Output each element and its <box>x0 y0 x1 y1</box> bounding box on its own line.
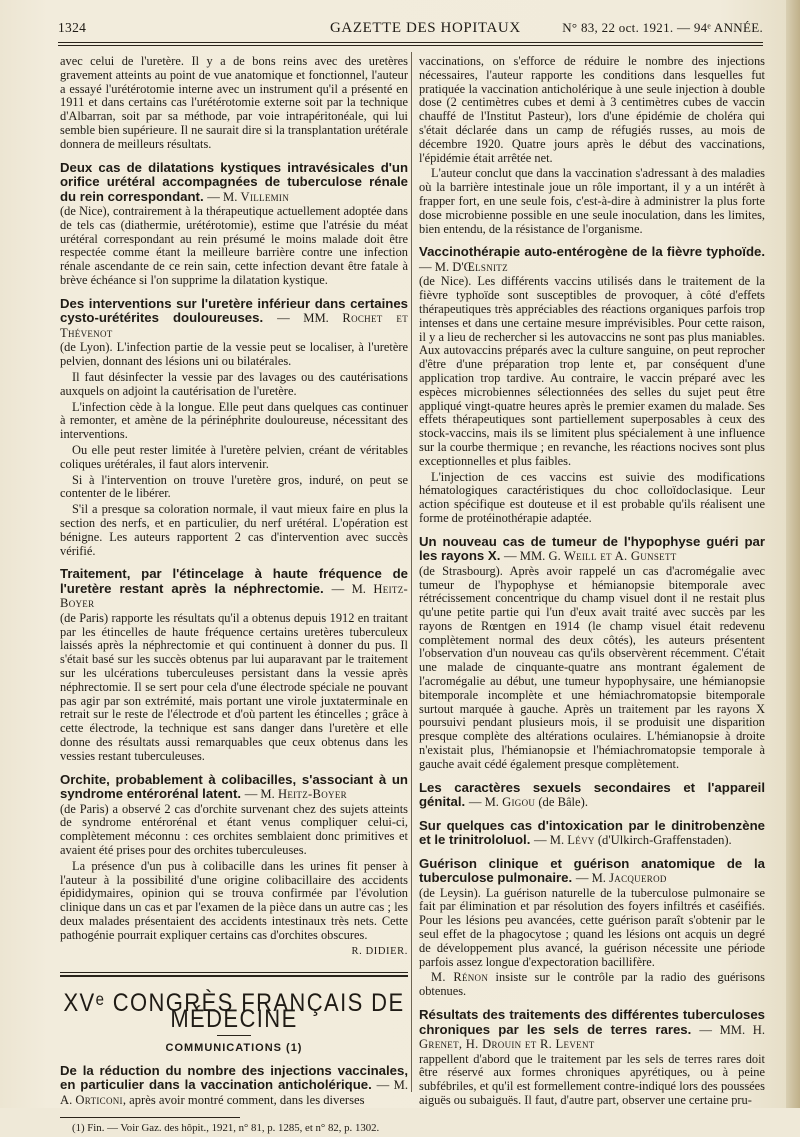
signature: R. DIDIER. <box>351 945 408 957</box>
section-rule-thick <box>60 975 408 977</box>
issue-info: N° 83, 22 oct. 1921. — 94ᵉ ANNÉE. <box>562 20 763 35</box>
paragraph: (de Leysin). La guérison naturelle de la tuberculose pulmonaire se fait par élimination et par résolution des foyers infiltrés et caséifiés. Pour les lésions peu avancées, cette guérison paraît s'obtenir par le seul effet de la phagocytose ; quand les lésions ont acquis un degré de développement plus avancé, la guérison nécessite une période parfois assez longue d'expectoration bacillifère. <box>419 885 765 969</box>
paragraph: (de Nice). Les différents vaccins utilisés dans le traitement de la fièvre typhoïde sont susceptibles de provoquer, à côté d'effets thérapeutiques très appréciables des réactions organiques parfois trop intenses et dans une certaine mesure imprévisibles. Pour cette raison, il y a lieu de rechercher si les autovaccins ne sont pas plus maniables. Aux autovaccins préparés avec la culture sanguine, on peut reprocher d'être d'une préparation trop lente et, par conséquent d'une application trop tardive. Au contraire, le vaccin préparé avec les espèces microbiennes sélectionnées des selles du sujet peut être appliqué vingt-quatre heures après le premier examen du malade. Ses effets thérapeutiques sont partiellement superposables à ceux des stock-vaccins, mais ils se limitent plus spécialement à une influence sur la courbe thermique ; en revanche, les réactions nocives sont plus exceptionnelles et plus faibles. <box>419 274 765 468</box>
page-number: 1324 <box>58 20 87 35</box>
paragraph: vaccinations, on s'efforce de réduire le nombre des injections nécessaires, l'auteur rapporte les conditions dans lesquelles fut pratiquée la vaccination anticholérique à une seule injection à double dose (2 centimètres cubes et demi à 3 centimètres cubes de vaccin chauffé de l'Institut Pasteur), lors d'une épidémie de choléra qui s'était déclarée dans un camp de réfugiés russes, au mois de décembre 1920. Quatre jours après le début des vaccinations, l'épidémie était arrêtée net. <box>419 54 765 165</box>
article-title: Un nouveau cas de tumeur de l'hypophyse guéri par les rayons X. — MM. G. Weill et A. Gunsett <box>419 533 765 564</box>
paragraph: L'injection de ces vaccins est suivie des modifications hématologiques caractéristiques du choc colloïdoclasique. Leur action spécifique est douteuse et il est probable qu'ils réalisent une forme de protéinothérapie adaptée. <box>419 469 765 525</box>
page-header <box>58 20 763 42</box>
paragraph: La présence d'un pus à colibacille dans les urines fit penser à l'auteur à la possibilité d'une origine colibacillaire des accidents épididymaires, opinion qui se trouva confirmée par l'évolution clinique dans un cas et par l'examen de la pièce dans un autre cas ; les deux malades présentaient des accidents intestinaux très nets. Cette pathogénie pourrait expliquer certains cas d'orchites obscures. <box>60 858 408 942</box>
left-column <box>60 55 408 1137</box>
article-title: Les caractères sexuels secondaires et l'appareil génital. — M. Gigou (de Bâle). <box>419 779 765 810</box>
journal-title: GAZETTE DES HOPITAUX <box>330 20 521 36</box>
header-rule <box>58 42 763 43</box>
paragraph: avec celui de l'uretère. Il y a de bons reins avec des uretères gravement atteints au point de vue anatomique et fonctionnel, l'auteur a essayé l'urétérotomie interne avec un instrument qu'il a présenté en 1911 et dans certains cas l'urétérotomie externe soit par la technique d'Albarran, soit par sa méthode, par voie intrapéritonéale, qui lui semble bien supérieure. Il ne saurait dire si la transplantation urétérale donnera de meilleurs résultats. <box>60 54 408 151</box>
paragraph: (de Paris) a observé 2 cas d'orchite survenant chez des sujets atteints de syndrome entérorénal et étant venus compliquer celui-ci, complètement méconnu : ces orchites semblaient donc primitives et avaient été prises pour des orchites tuberculeuses. <box>60 801 408 857</box>
author: Jacquerod <box>609 871 667 886</box>
article-title: Deux cas de dilatations kystiques intravésicales d'un orifice urétéral accompagnées de tuberculose rénale du rein correspondant. — M. Villemin <box>60 159 408 204</box>
author: Heitz-Boyer <box>277 787 347 802</box>
paragraph: (de Strasbourg). Après avoir rappelé un cas d'acromégalie avec tumeur de l'hypophyse et hémianopsie bitemporale avec rétrécissement concentrique du champ visuel dont il ne restait plus qu'une petite partie qui l'un d'eux avait traité avec succès par les rayons de Rœntgen en 1914 (le champ visuel était redevenu complètement normal des deux côtés), les auteurs présentent l'observation d'un nouveau cas qu'ils observèrent récemment. C'était une malade de cinquante-quatre ans montrant également de l'acromégalie au début, une tumeur hypophysaire, une hémianopsie bitemporale incomplète et une hémiachromatopsie bitemporale surtout marquée à gauche. Après un traitement par les rayons X poursuivi pendant plusieurs mois, il se produisit une disparition presque complète des altérations oculaires. L'hémianopsie à droite n'existait plus, l'hémianopsie et l'hémiachromatopsie temporale à gauche avait cédé également presque complètement. <box>419 563 765 771</box>
article-title: Des interventions sur l'uretère inférieur dans certaines cysto-urétérites douloureuses. — MM. Rochet et Thévenot <box>60 295 408 340</box>
paragraph: Il faut désinfecter la vessie par des lavages ou des cautérisations auxquels on adjoint la cautérisation de l'uretère. <box>60 369 408 398</box>
author: Œlsnitz <box>463 259 508 274</box>
author: Rochet et Thévenot <box>60 311 408 340</box>
paragraph: Si à l'intervention on trouve l'uretère gros, induré, on peut se contenter de le libérer. <box>60 472 408 501</box>
paragraph: (de Paris) rapporte les résultats qu'il a obtenus depuis 1912 en traitant par les étincelles de haute fréquence certains uretères tuberculeux laissés après la néphrectomie et qui continuent à donner du pus. Il s'était basé sur les succès obtenus par lui auparavant par le traitement sur les ulcérations tuberculeuses persistant dans la vessie après néphrectomie. Il se sert pour cela d'une électrode spéciale ne pouvant pas agir par son extrémité, mais portant une virole juxtaterminale en retrait sur le reste de l'électrode et d'où partent les étincelles ; grâce à cette électrode, la technique est sans danger dans l'uretère et elle donne des résultats aussi remarquables que ceux obtenus dans les vessies restant tuberculeuses. <box>60 610 408 763</box>
communications-heading: COMMUNICATIONS (1) <box>165 1041 303 1054</box>
article-title: De la réduction du nombre des injections vaccinales, en particulier dans la vaccination anticholérique. — M. A. Orticoni, après avoir montré comment, dans les diverses <box>60 1062 408 1107</box>
article-title: Résultats des traitements des différentes tuberculoses chroniques par les sels de terres rares. — MM. H. Grenet, H. Drouin et R. Levent <box>419 1007 765 1052</box>
paragraph: Ou elle peut rester limitée à l'uretère pelvien, créant de véritables coliques urétérales, il faut alors intervenir. <box>60 442 408 471</box>
page-edge <box>786 0 800 1108</box>
author: Weill et A. Gunsett <box>563 549 677 564</box>
paragraph: M. Rénon insiste sur le contrôle par la radio des guérisons obtenues. <box>419 970 765 999</box>
author: M. Rénon <box>431 970 489 985</box>
author: Gigou <box>502 795 536 810</box>
paragraph: S'il a presque sa coloration normale, il vaut mieux faire en plus la section des nerfs, et en particulier, du nerf urétéral. L'opération est bénigne. Les auteurs rapportent 2 cas d'intervention avec succès vérifié. <box>60 502 408 558</box>
article-title: Guérison clinique et guérison anatomique de la tuberculose pulmonaire. — M. Jacquerod <box>419 855 765 886</box>
author: Orticoni <box>75 1092 123 1107</box>
column-separator <box>411 52 412 1092</box>
author: Grenet, H. Drouin et R. Levent <box>419 1037 595 1052</box>
header-rule-2 <box>58 45 763 46</box>
paragraph: rappellent d'abord que le traitement par les sels de terres rares doit être réservé aux formes chroniques apyrétiques, ou à peine subfébriles, et qu'il est formellement contre-indiqué lors des poussées aiguës ou subaiguës. Il faut, d'autre part, observer une certaine pru- <box>419 1051 765 1107</box>
article-title: Traitement, par l'étincelage à haute fréquence de l'uretère restant après la néphrectomie. — M. Heitz-Boyer <box>60 566 408 611</box>
paragraph: (de Nice), contrairement à la thérapeutique actuellement adoptée dans de tels cas (diathermie, urétérotomie), estime que l'atrésie du méat urétéral correspondant au rein présumé le moins malade doit être respectée comme étant la meilleure barrière contre une infection rénale ascendante de ce rein sain, cette infection devant être fatale à brève échéance si l'on supprime la dilatation kystique. <box>60 204 408 288</box>
footnote: (1) Fin. — Voir Gaz. des hôpit., 1921, n° 81, p. 1285, et n° 82, p. 1302. <box>72 1122 380 1135</box>
right-column <box>419 55 765 1110</box>
author: Villemin <box>240 189 290 204</box>
article-title: Vaccinothérapie auto-entérogène de la fièvre typhoïde. — M. D'Œlsnitz <box>419 244 765 274</box>
paragraph: L'infection cède à la longue. Elle peut dans quelques cas continuer à remonter, et amène de la périnéphrite douloureuse, nécessitant des interventions. <box>60 399 408 442</box>
title-rule <box>217 1035 251 1036</box>
article-title: Orchite, probablement à colibacilles, s'associant à un syndrome entérorénal latent. — M. Heitz-Boyer <box>60 771 408 802</box>
paragraph: (de Lyon). L'infection partie de la vessie peut se localiser, à l'uretère pelvien, donnant des lésions uni ou bilatérales. <box>60 340 408 369</box>
section-rule <box>60 972 408 973</box>
author: Lévy <box>567 833 595 848</box>
author: Heitz-Boyer <box>60 581 408 611</box>
paragraph: L'auteur conclut que dans la vaccination s'adressant à des maladies où la barrière intestinale joue un rôle important, il y a un intérêt à frapper fort, en une seule fois, c'est-à-dire à administrer la plus forte dose microbienne possible en une seule inoculation, dans les limites, bien entendu, de la résistance de l'organisme. <box>419 166 765 236</box>
footnote-rule <box>60 1117 240 1118</box>
congress-title: XVᵉ CONGRÈS FRANÇAIS DE MÉDECINE <box>63 988 405 1033</box>
article-title: Sur quelques cas d'intoxication par le dinitrobenzène et le trinitroloIuol. — M. Lévy (d'Ulkirch-Graffenstaden). <box>419 817 765 848</box>
